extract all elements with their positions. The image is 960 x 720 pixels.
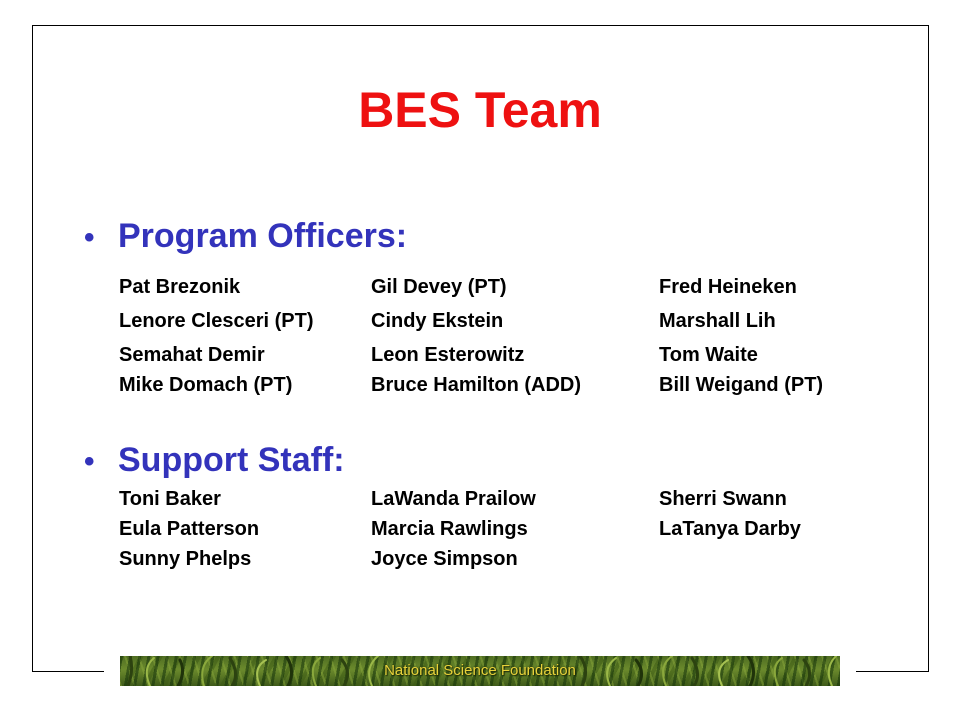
name-cell: Cindy Ekstein bbox=[371, 310, 504, 332]
slide-title: BES Team bbox=[358, 82, 602, 138]
name-cell: Fred Heineken bbox=[659, 276, 797, 298]
frame-bottom-left-line bbox=[32, 671, 104, 672]
name-cell: Bill Weigand (PT) bbox=[659, 374, 824, 396]
name-cell: Bruce Hamilton (ADD) bbox=[371, 374, 582, 396]
section-heading-text: Program Officers: bbox=[118, 217, 408, 255]
name-cell: Eula Patterson bbox=[119, 518, 260, 540]
name-cell: Sherri Swann bbox=[659, 488, 787, 510]
name-cell: Lenore Clesceri (PT) bbox=[119, 310, 314, 332]
bullet-icon: • bbox=[84, 445, 95, 478]
name-cell: Pat Brezonik bbox=[119, 276, 241, 298]
name-cell: Leon Esterowitz bbox=[371, 344, 525, 366]
footer-label: National Science Foundation bbox=[384, 662, 576, 679]
name-cell: Toni Baker bbox=[119, 488, 221, 510]
section-heading-text: Support Staff: bbox=[118, 441, 345, 479]
name-cell: Marcia Rawlings bbox=[371, 518, 528, 540]
frame-bottom-right-line bbox=[856, 671, 929, 672]
name-cell: Joyce Simpson bbox=[371, 548, 518, 570]
footer-foliage-banner bbox=[120, 656, 840, 686]
name-cell: Marshall Lih bbox=[659, 310, 776, 332]
section-heading-support-staff bbox=[84, 440, 345, 482]
name-cell: Mike Domach (PT) bbox=[119, 374, 293, 396]
name-cell: Semahat Demir bbox=[119, 344, 265, 366]
name-cell: LaTanya Darby bbox=[659, 518, 801, 540]
frame-top-line bbox=[32, 25, 928, 26]
name-cell: Sunny Phelps bbox=[119, 548, 252, 570]
bullet-icon: • bbox=[84, 221, 95, 254]
name-cell: Gil Devey (PT) bbox=[371, 276, 507, 298]
name-cell: Tom Waite bbox=[659, 344, 758, 366]
section-heading-program-officers bbox=[84, 216, 407, 258]
name-cell: LaWanda Prailow bbox=[371, 488, 536, 510]
